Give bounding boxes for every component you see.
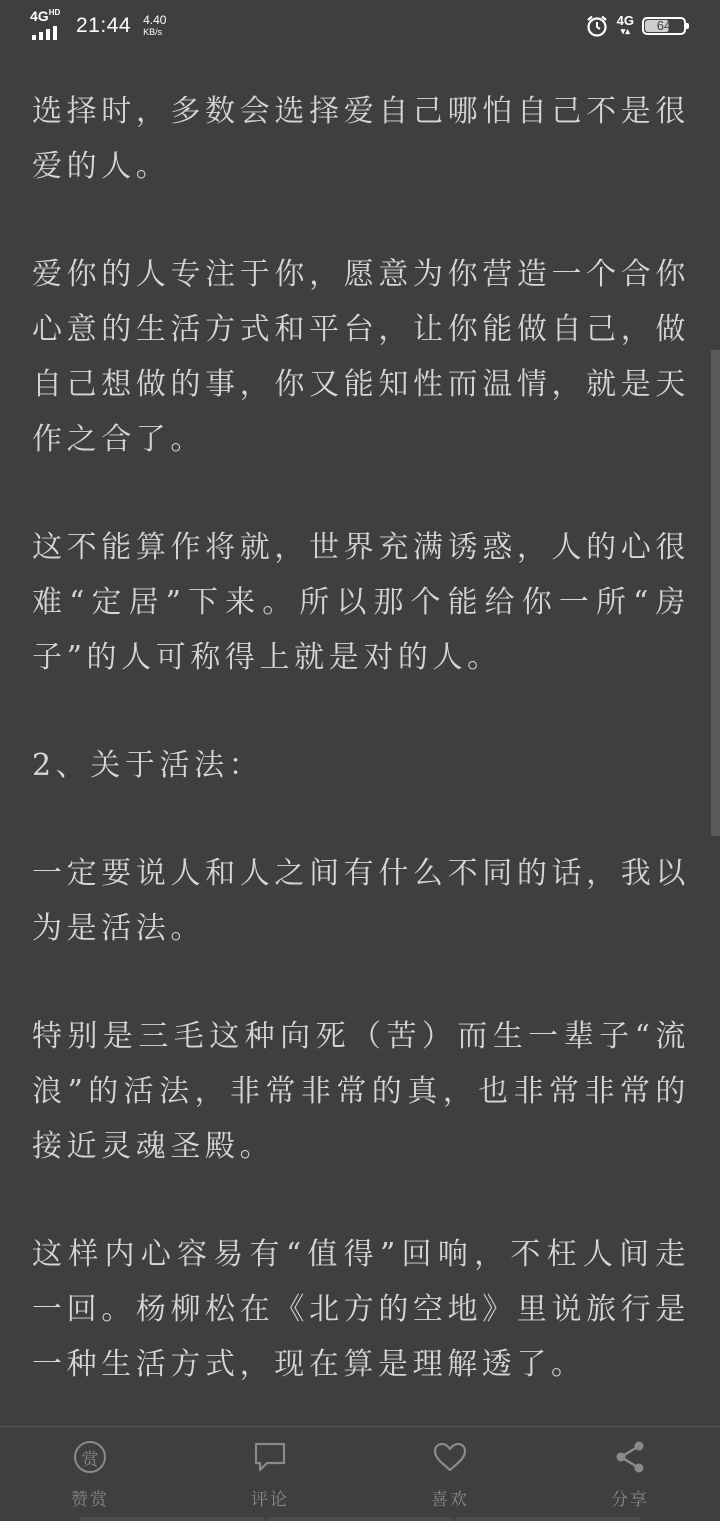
- reward-icon: [72, 1439, 108, 1475]
- paragraph: 特别是三毛这种向死（苦）而生一辈子“流浪”的活法，非常非常的真，也非常非常的接近灵魂圣殿。: [32, 1019, 690, 1164]
- reward-label: 赞赏: [71, 1490, 109, 1510]
- comment-icon: [252, 1439, 288, 1475]
- network-speed-unit: KB/s: [143, 27, 163, 37]
- battery-icon: [642, 17, 686, 35]
- network-type-label: [30, 8, 60, 24]
- clock: 21:44: [76, 14, 132, 37]
- paragraph: 爱你的人专注于你，愿意为你营造一个合你心意的生活方式和平台，让你能做自己，做自己想做的事，你又能知性而温情，就是天作之合了。: [32, 257, 690, 457]
- paragraph: 一定要说人和人之间有什么不同的话，我以为是活法。: [32, 856, 690, 946]
- network-hd-label: HD: [48, 8, 61, 17]
- paragraph: 这样内心容易有“值得”回响，不枉人间走一回。杨柳松在《北方的空地》里说旅行是一种生活方式，现在算是理解透了。: [32, 1237, 690, 1382]
- paragraph: 这不能算作将就，世界充满诱惑，人的心很难“定居”下来。所以那个能给你一所“房子”的人可称得上就是对的人。: [32, 530, 690, 675]
- alarm-icon: [585, 14, 609, 38]
- status-left: [30, 10, 166, 42]
- share-button[interactable]: [540, 1427, 720, 1521]
- signal-bars-icon: [32, 26, 57, 40]
- network-speed: [143, 14, 166, 38]
- network-type: 4G: [30, 8, 49, 24]
- article-body: [32, 20, 690, 1445]
- scrollbar-thumb[interactable]: [711, 350, 720, 836]
- reward-button[interactable]: [0, 1427, 180, 1521]
- mobile-data-label: 4G: [616, 13, 634, 28]
- comment-label: 评论: [251, 1490, 289, 1510]
- comment-button[interactable]: [180, 1427, 360, 1521]
- heart-icon: [432, 1439, 468, 1475]
- reward-icon-glyph: 赏: [74, 1441, 106, 1473]
- cellular-signal: [30, 10, 66, 42]
- share-icon: [612, 1439, 648, 1475]
- paragraph: 选择时，多数会选择爱自己哪怕自己不是很爱的人。: [32, 94, 690, 184]
- like-label: 喜欢: [431, 1490, 469, 1510]
- bottom-action-bar: [0, 1426, 720, 1521]
- like-button[interactable]: [360, 1427, 540, 1521]
- data-arrows-icon: ▾▴: [620, 26, 630, 36]
- section-heading: 2、关于活法：: [32, 748, 264, 783]
- mobile-data-indicator: [617, 15, 634, 37]
- bottom-edge-tabs: [0, 1517, 720, 1521]
- share-label: 分享: [611, 1490, 649, 1510]
- status-right: [585, 14, 686, 38]
- status-bar: [0, 0, 720, 56]
- network-speed-value: 4.40: [143, 13, 167, 27]
- battery-level: 64: [656, 18, 672, 33]
